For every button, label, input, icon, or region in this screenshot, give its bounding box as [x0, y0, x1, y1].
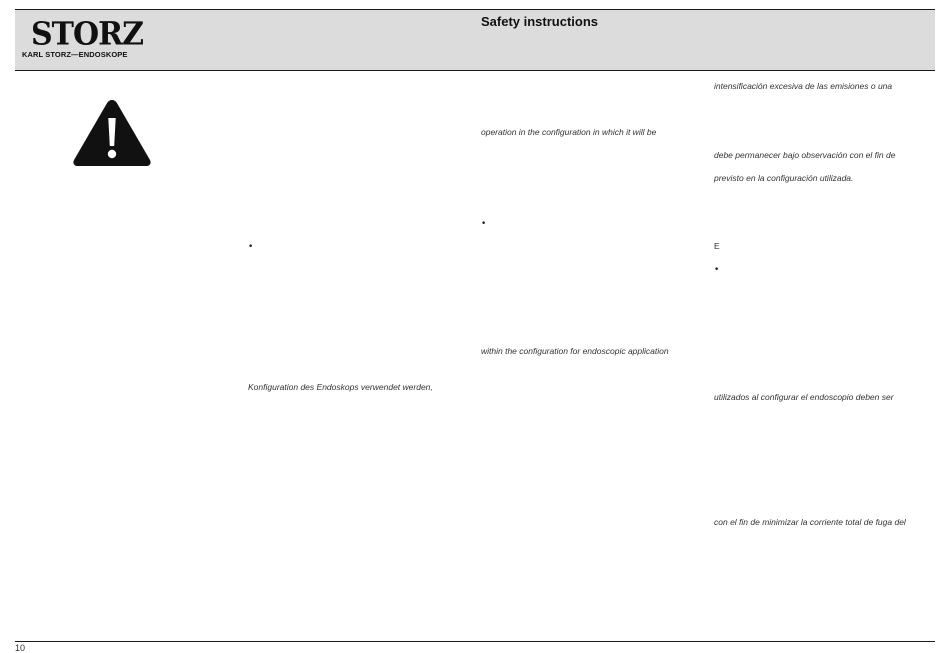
english-text-line-2: within the configuration for endoscopic application [481, 346, 669, 356]
header-bottom-rule [15, 70, 935, 71]
german-text-line-1: Konfiguration des Endoskops verwendet werden, [248, 382, 433, 392]
spanish-text-line-1: intensificación excesiva de las emisiones o una [714, 81, 893, 91]
english-bullet: • [481, 219, 487, 229]
page-title: Safety instructions [481, 14, 599, 29]
page-number: 10 [15, 643, 26, 653]
footer-rule [15, 641, 935, 642]
logo-subtitle: KARL STORZ—ENDOSKOPE [22, 50, 128, 59]
logo-wordmark: STORZ [31, 16, 143, 53]
warning-triangle-icon [72, 98, 152, 168]
german-bullet: • [248, 242, 254, 252]
spanish-text-line-2: debe permanecer bajo observación con el fin de [714, 150, 896, 160]
spanish-text-line-5: con el fin de minimizar la corriente total de fuga del [714, 517, 906, 527]
spanish-bullet: • [714, 265, 720, 275]
header-band [15, 10, 935, 70]
spanish-text-line-4: utilizados al configurar el endoscopio deben ser [714, 392, 894, 402]
english-text-line-1: operation in the configuration in which it will be [481, 127, 657, 137]
storz-logo [22, 16, 152, 59]
spanish-text-line-3: previsto en la configuración utilizada. [714, 173, 854, 183]
spanish-letter: E [714, 241, 720, 251]
